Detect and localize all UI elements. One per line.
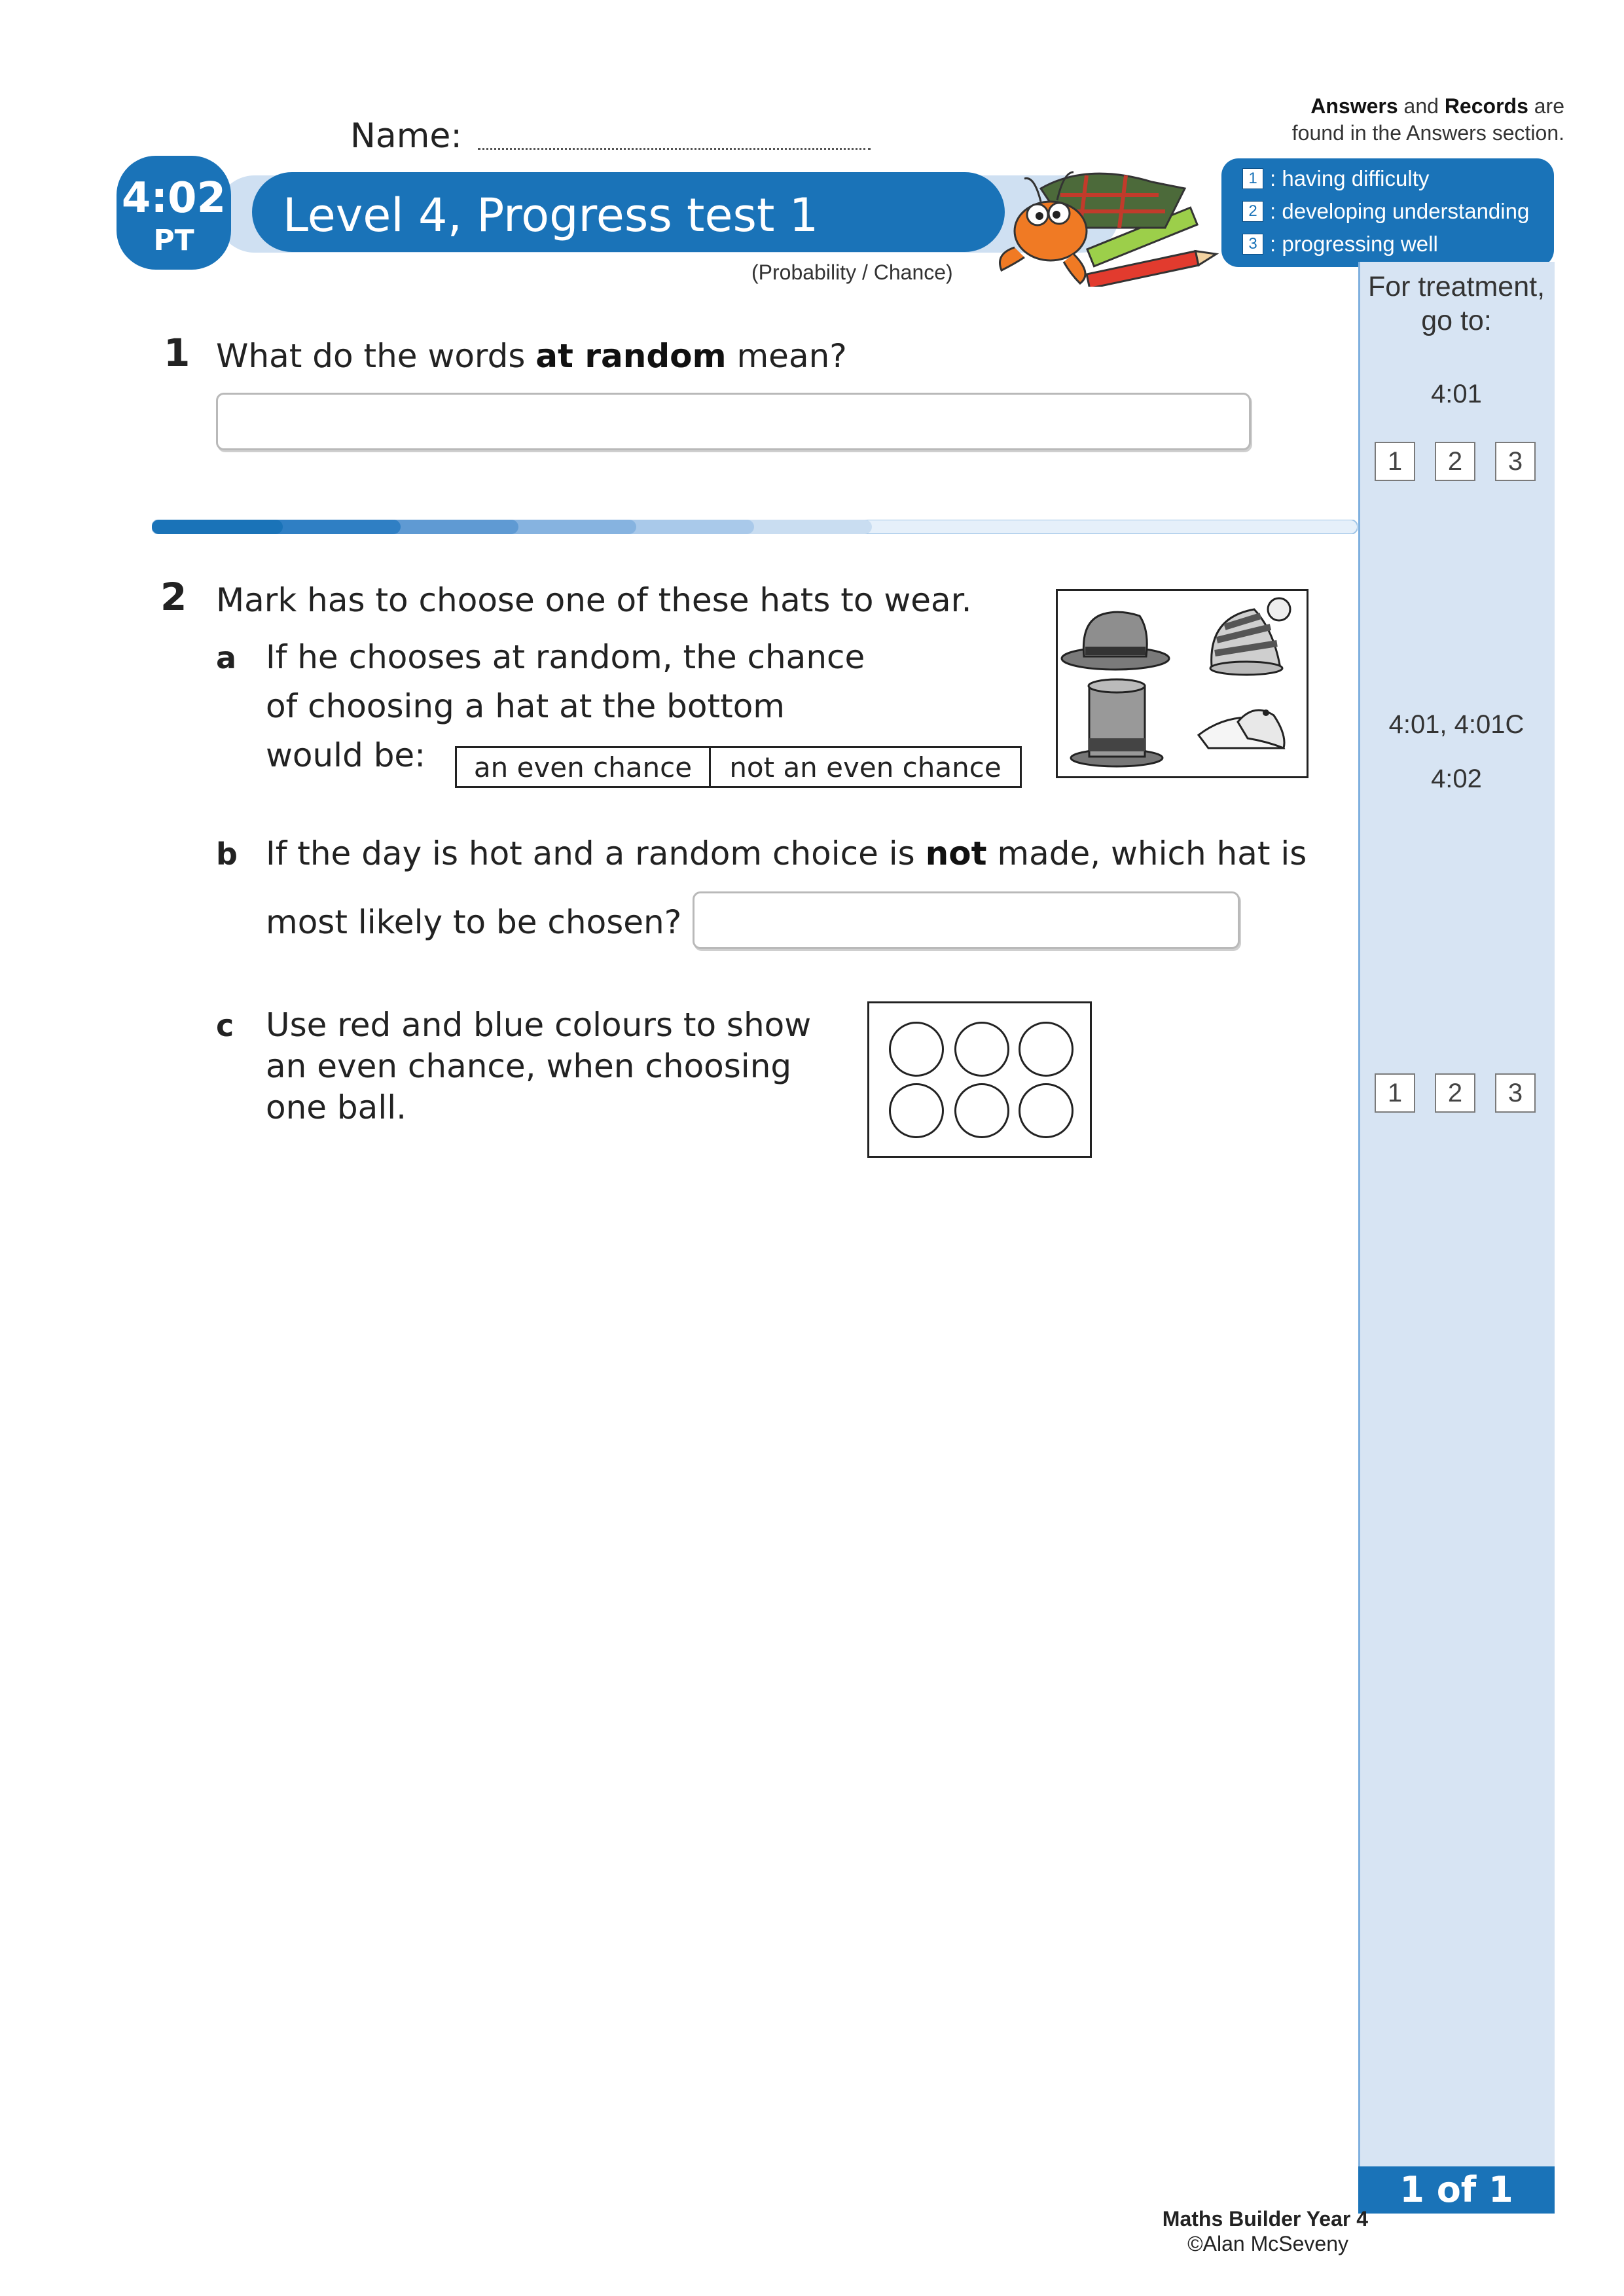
q1-score-2[interactable]: 2 xyxy=(1435,442,1475,481)
score-legend xyxy=(1221,158,1554,267)
q2b-line1-before: If the day is hot and a random choice is xyxy=(266,834,926,872)
q2b-answer-box[interactable] xyxy=(693,891,1240,949)
fedora-hat-icon xyxy=(1062,612,1169,670)
choice-not-even-chance[interactable]: not an even chance xyxy=(709,748,1020,786)
q2c-line2: an even chance, when choosing xyxy=(266,1047,792,1085)
q1-number: 1 xyxy=(164,331,190,375)
q2c-line3: one ball. xyxy=(266,1088,406,1126)
ball-5[interactable] xyxy=(954,1083,1009,1138)
unit-type: PT xyxy=(153,224,194,257)
crab-mascot-illustration xyxy=(988,149,1224,287)
top-hat-icon xyxy=(1071,679,1163,766)
ball-3[interactable] xyxy=(1019,1022,1074,1077)
legend-row-3 xyxy=(1242,232,1438,257)
page-subtitle: (Probability / Chance) xyxy=(751,260,953,284)
answers-note-line2: found in the Answers section. xyxy=(1291,121,1564,145)
treatment-heading xyxy=(1358,270,1555,338)
q2a-choices xyxy=(455,746,1022,788)
q2c-letter: c xyxy=(216,1008,234,1043)
hats-illustration xyxy=(1056,589,1308,778)
q2c-line1: Use red and blue colours to show xyxy=(266,1006,812,1044)
legend-row-2 xyxy=(1242,199,1529,224)
q2b-line2: most likely to be chosen? xyxy=(266,903,682,941)
q2a-line3: would be: xyxy=(266,736,426,774)
answers-note-mid: and xyxy=(1398,94,1445,118)
copyright: ©Alan McSeveny xyxy=(1187,2232,1348,2255)
q1-answer-box[interactable] xyxy=(216,393,1251,450)
treatment-heading-line1: For treatment, xyxy=(1367,271,1545,302)
q2a-letter: a xyxy=(216,640,237,675)
q2-score-2[interactable]: 2 xyxy=(1435,1073,1475,1113)
q1-text-after: mean? xyxy=(726,337,847,375)
q2-score-boxes xyxy=(1375,1073,1536,1113)
unit-badge xyxy=(117,156,231,270)
answers-note-end: are xyxy=(1528,94,1564,118)
treatment-heading-line2: go to: xyxy=(1421,305,1492,336)
q2-treatment-ref-2: 4:02 xyxy=(1431,764,1482,793)
name-input-line[interactable] xyxy=(478,148,871,150)
q2a-line2: of choosing a hat at the bottom xyxy=(266,687,785,725)
cap-hat-icon xyxy=(1199,709,1284,748)
legend-label-2: : developing understanding xyxy=(1270,199,1530,223)
q2b-line1-bold: not xyxy=(925,834,987,872)
legend-label-1: : having difficulty xyxy=(1270,166,1430,190)
ball-2[interactable] xyxy=(954,1022,1009,1077)
ball-4[interactable] xyxy=(889,1083,944,1138)
q2-score-3[interactable]: 3 xyxy=(1495,1073,1536,1113)
legend-num-3: 3 xyxy=(1242,234,1263,255)
answers-note-bold1: Answers xyxy=(1310,94,1398,118)
legend-row-1 xyxy=(1242,166,1429,191)
legend-label-3: : progressing well xyxy=(1270,232,1438,256)
answers-note xyxy=(1198,93,1564,147)
q1-score-1[interactable]: 1 xyxy=(1375,442,1415,481)
treatment-sidebar xyxy=(1358,262,1555,2173)
q2b-line1-after: made, which hat is xyxy=(986,834,1307,872)
section-divider xyxy=(152,520,1358,534)
q1-treatment-ref: 4:01 xyxy=(1431,380,1482,408)
balls-box xyxy=(867,1001,1092,1158)
q2-intro: Mark has to choose one of these hats to wear. xyxy=(216,581,972,619)
q1-text xyxy=(216,337,847,375)
name-label: Name: xyxy=(350,117,462,156)
q1-text-bold: at random xyxy=(535,337,727,375)
q2a-line1: If he chooses at random, the chance xyxy=(266,638,865,676)
q1-score-boxes xyxy=(1375,442,1536,481)
q2b-letter: b xyxy=(216,836,238,872)
q2-treatment-ref-1: 4:01, 4:01C xyxy=(1388,710,1525,739)
ball-1[interactable] xyxy=(889,1022,944,1077)
page-indicator: 1 of 1 xyxy=(1358,2166,1555,2214)
answers-note-bold2: Records xyxy=(1444,94,1528,118)
q1-score-3[interactable]: 3 xyxy=(1495,442,1536,481)
page-title: Level 4, Progress test 1 xyxy=(283,188,819,242)
q2b-line1 xyxy=(266,834,1307,872)
q2-number: 2 xyxy=(160,575,187,619)
choice-even-chance[interactable]: an even chance xyxy=(473,751,693,783)
beanie-hat-icon xyxy=(1210,598,1290,675)
q1-text-before: What do the words xyxy=(216,337,536,375)
legend-num-2: 2 xyxy=(1242,201,1263,222)
legend-num-1: 1 xyxy=(1242,168,1263,189)
q2-score-1[interactable]: 1 xyxy=(1375,1073,1415,1113)
ball-6[interactable] xyxy=(1019,1083,1074,1138)
unit-code: 4:02 xyxy=(121,174,226,223)
book-title: Maths Builder Year 4 xyxy=(1162,2207,1368,2231)
